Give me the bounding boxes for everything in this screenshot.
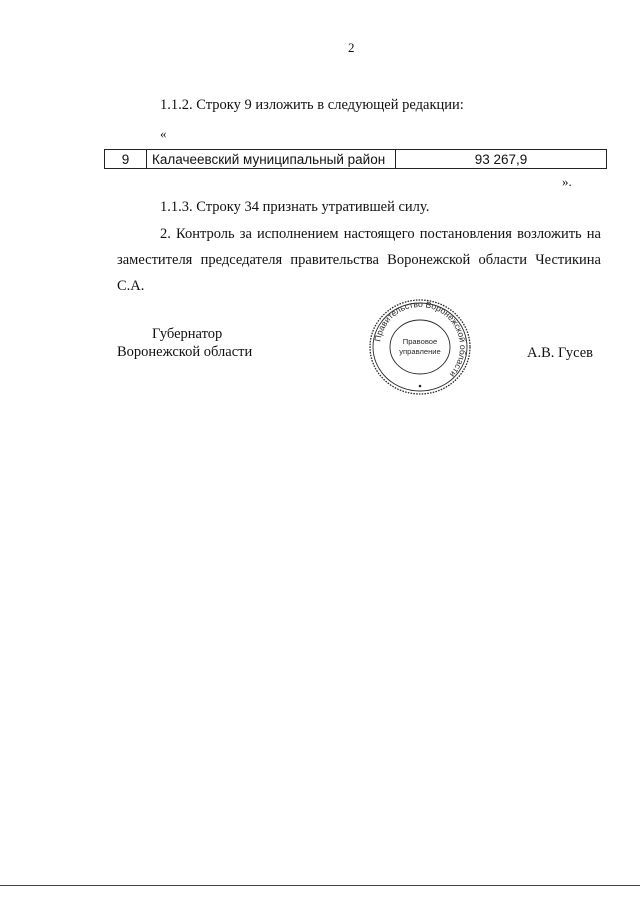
signatory-name: А.В. Гусев — [527, 345, 593, 361]
page-number: 2 — [348, 40, 355, 55]
district-name-cell: Калачеевский муниципальный район — [147, 150, 396, 168]
amount-cell: 93 267,9 — [474, 151, 528, 167]
legal-department-stamp — [368, 297, 472, 397]
clause-1-1-3: 1.1.3. Строку 34 признать утратившей силу. — [160, 199, 430, 215]
amended-row-table — [104, 149, 607, 169]
stamp-star-mark — [419, 385, 422, 388]
signatory-position-region: Воронежской области — [117, 344, 253, 360]
scan-edge-line — [0, 885, 640, 886]
row-number-cell: 9 — [105, 150, 147, 168]
stamp-ring-text: Правительство Воронежской области — [372, 298, 469, 380]
closing-quote: ». — [562, 174, 572, 189]
signatory-position-title: Губернатор — [152, 326, 223, 342]
control-paragraph: 2. Контроль за исполнением настоящего постановления возложить на заместителя председателя правительства Воронежской области Честикина С.А. — [117, 226, 601, 294]
clause-1-1-2: 1.1.2. Строку 9 изложить в следующей редакции: — [160, 97, 464, 113]
stamp-center-line-2: управление — [399, 347, 441, 356]
opening-quote: « — [160, 126, 167, 141]
stamp-center-line-1: Правовое — [402, 337, 438, 346]
